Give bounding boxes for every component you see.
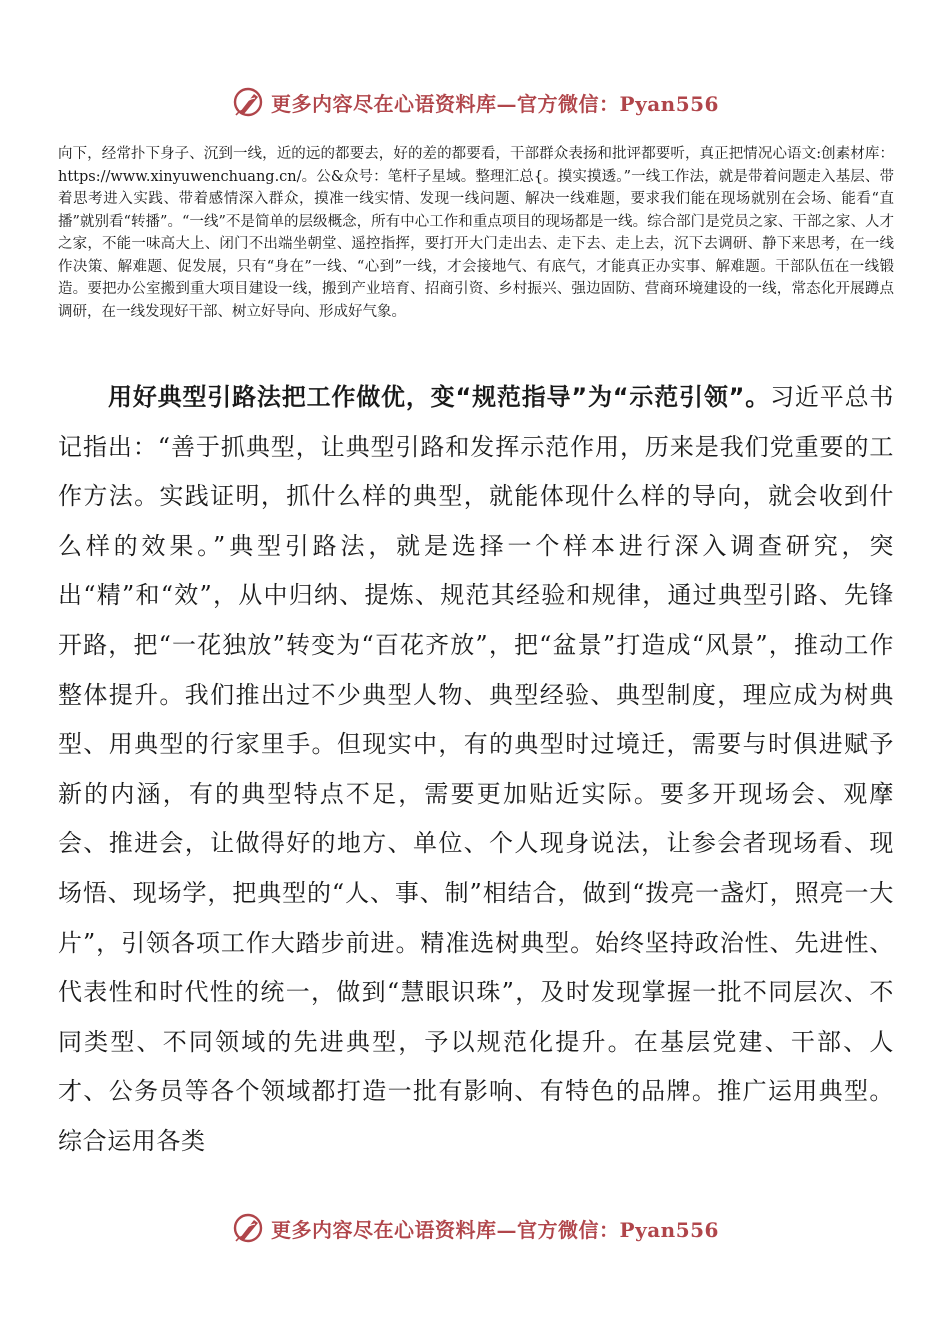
section-heading: 用好典型引路法把工作做优，变“规范指导”为“示范引领”。 bbox=[108, 383, 771, 411]
intro-paragraph: 向下，经常扑下身子、沉到一线，近的远的都要去，好的差的都要看，干部群众表扬和批评都要听，真正把情况心语文:创素材库：https://www.xinyuwenchuang.cn/。公&众号：笔杆子星域。整理汇总{。摸实摸透。”一线工作法，就是带着问题走入基层、带着思考进入实践、带着感情深入群众，摸准一线实情、发现一线问题、解决一线难题，要求我们能在现场就别在会场、能看“直播”就别看“转播”。“一线”不是简单的层级概念，所有中心工作和重点项目的现场都是一线。综合部门是党员之家、干部之家、人才之家，不能一味高大上、闭门不出端坐朝堂、遥控指挥，要打开大门走出去、走下去、走上去，沉下去调研、静下来思考，在一线作决策、解难题、促发展，只有“身在”一线、“心到”一线，才会接地气、有底气，才能真正办实事、解难题。干部队伍在一线锻造。要把办公室搬到重大项目建设一线，搬到产业培育、招商引资、乡村振兴、强边固防、营商环境建设的一线，常态化开展蹲点调研，在一线发现好干部、树立好导向、形成好气象。 bbox=[58, 146, 894, 320]
brand-watermark-text: 更多内容尽在心语资料库—官方微信：Pyan556 bbox=[271, 91, 719, 116]
page-footer bbox=[0, 1208, 950, 1248]
brand-watermark-text: 更多内容尽在心语资料库—官方微信：Pyan556 bbox=[271, 1217, 719, 1242]
quill-pen-logo-icon bbox=[231, 1211, 265, 1245]
main-paragraph bbox=[58, 373, 894, 1167]
main-paragraph-text: 习近平总书记指出：“善于抓典型，让典型引路和发挥示范作用，历来是我们党重要的工作方法。实践证明，抓什么样的典型，就能体现什么样的导向，就会收到什么样的效果。”典型引路法，就是选择一个样本进行深入调查研究，突出“精”和“效”，从中归纳、提炼、规范其经验和规律，通过典型引路、先锋开路，把“一花独放”转变为“百花齐放”，把“盆景”打造成“风景”，推动工作整体提升。我们推出过不少典型人物、典型经验、典型制度，理应成为树典型、用典型的行家里手。但现实中，有的典型时过境迁，需要与时俱进赋予新的内涵，有的典型特点不足，需要更加贴近实际。要多开现场会、观摩会、推进会，让做得好的地方、单位、个人现身说法，让参会者现场看、现场悟、现场学，把典型的“人、事、制”相结合，做到“拨亮一盏灯，照亮一大片”，引领各项工作大踏步前进。精准选树典型。始终坚持政治性、先进性、代表性和时代性的统一，做到“慧眼识珠”，及时发现掌握一批不同层次、不同类型、不同领域的先进典型，予以规范化提升。在基层党建、干部、人才、公务员等各个领域都打造一批有影响、有特色的品牌。推广运用典型。综合运用各类 bbox=[58, 383, 894, 1155]
page-header bbox=[0, 82, 950, 122]
quill-pen-logo-icon bbox=[231, 85, 265, 119]
